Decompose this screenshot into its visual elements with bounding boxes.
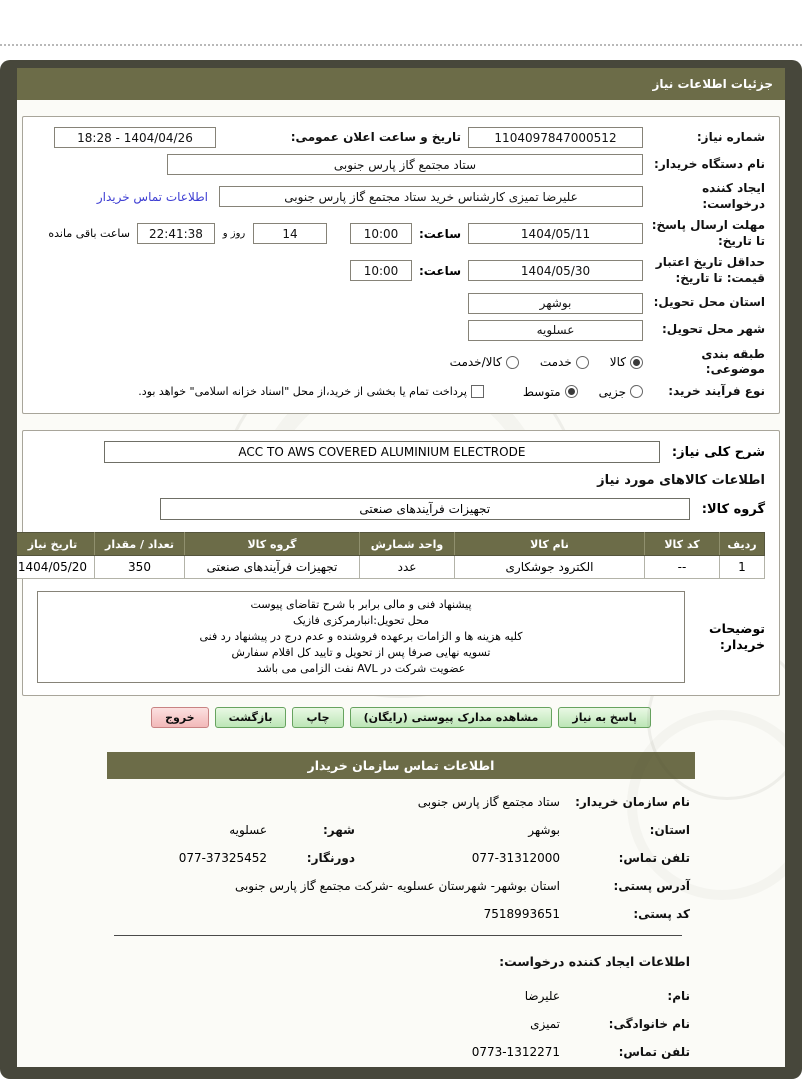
- days-unit-label: روز و: [222, 228, 246, 240]
- need-number-row: [37, 127, 765, 148]
- col-row-number: ردیف: [720, 533, 765, 556]
- goods-group-row: [37, 498, 765, 520]
- col-need-date: تاریخ نیاز: [17, 533, 95, 556]
- col-goods-code: کد کالا: [645, 533, 720, 556]
- section-divider-line: [114, 935, 682, 936]
- time-remaining-label: ساعت باقی مانده: [48, 227, 130, 241]
- note-line: کلیه هزینه ها و الزامات برعهده فروشنده و عدم درج در پیشنهاد رد فنی: [199, 630, 523, 644]
- purchase-process-label: نوع فرآیند خرید:: [668, 383, 765, 398]
- checkbox-icon[interactable]: [471, 385, 484, 398]
- purchase-process-row: [37, 384, 765, 400]
- back-button[interactable]: بازگشت: [215, 707, 287, 728]
- need-number-field[interactable]: 1104097847000512: [468, 127, 643, 148]
- view-attachments-button[interactable]: مشاهده مدارک پیوستی (رایگان): [350, 707, 553, 728]
- need-description-field[interactable]: ACC TO AWS COVERED ALUMINIUM ELECTRODE: [104, 441, 660, 463]
- requester-row: [37, 181, 765, 212]
- need-description-row: [37, 441, 765, 463]
- print-button[interactable]: چاپ: [292, 707, 343, 728]
- col-quantity: تعداد / مقدار: [95, 533, 185, 556]
- window-frame: [0, 60, 802, 1079]
- treasury-payment-label: پرداخت تمام یا بخشی از خرید،از محل "اسناد خزانه اسلامی" خواهد بود.: [138, 385, 467, 399]
- goods-table: [17, 532, 765, 579]
- radio-label: کالا: [609, 355, 626, 370]
- creator-phone-label: تلفن تماس:: [618, 1045, 690, 1060]
- creator-phone-row: [102, 1045, 690, 1059]
- note-line: عضویت شرکت در AVL نفت الزامی می باشد: [256, 662, 466, 676]
- buyer-org-field[interactable]: ستاد مجتمع گاز پارس جنوبی: [167, 154, 643, 175]
- days-remaining-field[interactable]: 14: [253, 223, 327, 244]
- postal-code-label: کد پستی:: [633, 907, 690, 922]
- request-creator-heading: اطلاعات ایجاد کننده درخواست:: [499, 954, 690, 970]
- reply-deadline-row: [37, 218, 765, 249]
- buyer-contact-section: [102, 795, 690, 1059]
- postal-address-row: [102, 879, 690, 893]
- creator-first-name-value: علیرضا: [524, 989, 560, 1004]
- need-number-label: شماره نیاز:: [696, 129, 765, 144]
- buyer-notes-field[interactable]: [37, 591, 685, 683]
- delivery-city-row: [37, 320, 765, 341]
- subject-option-goods-service[interactable]: [450, 355, 519, 369]
- reply-deadline-date-field[interactable]: 1404/05/11: [468, 223, 643, 244]
- creator-first-name-label: نام:: [667, 989, 690, 1004]
- required-goods-heading: اطلاعات کالاهای مورد نیاز: [597, 473, 765, 489]
- cell-goods-group: تجهیزات فرآیندهای صنعتی: [185, 556, 360, 579]
- cell-count-unit: عدد: [360, 556, 455, 579]
- price-validity-row: [37, 255, 765, 286]
- cell-need-date: 1404/05/20: [17, 556, 95, 579]
- creator-last-name-label: نام خانوادگی:: [608, 1017, 690, 1032]
- delivery-province-field[interactable]: بوشهر: [468, 293, 643, 314]
- process-option-minor[interactable]: [599, 385, 643, 399]
- exit-button[interactable]: خروج: [151, 707, 209, 728]
- phone-fax-row: [102, 851, 690, 865]
- need-details-header-bar: [17, 68, 785, 100]
- buyer-org-row: [37, 154, 765, 175]
- process-option-medium[interactable]: [523, 385, 578, 399]
- need-info-panel: [22, 116, 780, 414]
- radio-selected-icon[interactable]: [630, 356, 643, 369]
- buyer-contact-link[interactable]: اطلاعات تماس خریدار: [96, 189, 208, 204]
- buyer-notes-row: [37, 591, 765, 683]
- page-title: جزئیات اطلاعات نیاز: [652, 77, 773, 91]
- col-goods-name: نام کالا: [455, 533, 645, 556]
- subject-classification-label: طبقه بندی موضوعی:: [701, 346, 765, 377]
- note-line: محل تحویل:انبارمرکزی فازیک: [292, 614, 430, 628]
- creator-phone-value: 0773-1312271: [471, 1045, 560, 1060]
- goods-group-label: گروه کالا:: [701, 501, 765, 517]
- cell-quantity: 350: [95, 556, 185, 579]
- buyer-contact-header-title: اطلاعات تماس سازمان خریدار: [307, 758, 495, 774]
- buyer-contact-header-bar: [107, 752, 695, 779]
- contact-phone-label: تلفن تماس:: [618, 851, 690, 866]
- col-count-unit: واحد شمارش: [360, 533, 455, 556]
- buyer-org-label: نام دستگاه خریدار:: [654, 156, 765, 171]
- postal-code-value: 7518993651: [483, 907, 560, 922]
- top-strip: [0, 0, 802, 60]
- goods-table-header-row: [17, 533, 765, 556]
- subject-classification-row: [37, 347, 765, 378]
- contact-province-value: بوشهر: [528, 823, 560, 838]
- contact-fax-value: 077-37325452: [178, 851, 267, 866]
- creator-first-name-row: [102, 989, 690, 1003]
- treasury-payment-checkbox-group[interactable]: [138, 385, 484, 398]
- radio-label: جزیی: [598, 384, 626, 399]
- cell-goods-name: الکترود جوشکاری: [455, 556, 645, 579]
- col-goods-group: گروه کالا: [185, 533, 360, 556]
- time-remaining-field[interactable]: 22:41:38: [137, 223, 215, 244]
- requester-label: ایجاد کننده درخواست:: [702, 181, 765, 211]
- dotted-divider: [0, 44, 802, 46]
- contact-city-label: شهر:: [323, 823, 355, 838]
- radio-label: متوسط: [522, 384, 561, 399]
- subject-option-service[interactable]: [540, 355, 589, 369]
- reply-deadline-hour-field[interactable]: 10:00: [350, 223, 412, 244]
- note-line: تسویه نهایی صرفا پس از تحویل و تایید کل اقلام سفارش: [231, 646, 491, 660]
- contact-province-label: استان:: [649, 823, 690, 838]
- delivery-city-field[interactable]: عسلویه: [468, 320, 643, 341]
- org-name-label: نام سازمان خریدار:: [575, 795, 690, 810]
- radio-selected-icon[interactable]: [565, 385, 578, 398]
- creator-last-name-value: تمیزی: [530, 1017, 560, 1032]
- postal-address-label: آدرس پستی:: [613, 879, 690, 894]
- price-validity-hour-field[interactable]: 10:00: [350, 260, 412, 281]
- contact-phone-value: 077-31312000: [471, 851, 560, 866]
- goods-table-row: [17, 556, 765, 579]
- radio-icon[interactable]: [506, 356, 519, 369]
- postal-address-value: استان بوشهر- شهرستان عسلویه -شرکت مجتمع گاز پارس جنوبی: [234, 879, 560, 894]
- delivery-city-label: شهر محل تحویل:: [661, 322, 765, 337]
- reply-deadline-hour-label: ساعت:: [418, 226, 461, 241]
- goods-group-field[interactable]: تجهیزات فرآیندهای صنعتی: [160, 498, 690, 520]
- content-area: [17, 100, 785, 1067]
- need-description-label: شرح کلی نیاز:: [671, 444, 765, 460]
- postal-code-row: [102, 907, 690, 921]
- price-validity-date-field[interactable]: 1404/05/30: [468, 260, 643, 281]
- announce-datetime-label: تاریخ و ساعت اعلان عمومی:: [290, 129, 461, 144]
- radio-icon[interactable]: [630, 385, 643, 398]
- price-validity-hour-label: ساعت:: [418, 263, 461, 278]
- org-name-value: ستاد مجتمع گاز پارس جنوبی: [417, 795, 560, 810]
- requester-field[interactable]: علیرضا تمیزی کارشناس خرید ستاد مجتمع گاز پارس جنوبی: [219, 186, 643, 207]
- respond-to-need-button[interactable]: پاسخ به نیاز: [558, 707, 651, 728]
- radio-icon[interactable]: [576, 356, 589, 369]
- delivery-province-label: استان محل تحویل:: [653, 295, 765, 310]
- cell-goods-code: --: [645, 556, 720, 579]
- note-line: پیشنهاد فنی و مالی برابر با شرح تقاضای پیوست: [250, 598, 472, 612]
- cell-row-number: 1: [720, 556, 765, 579]
- radio-label: کالا/خدمت: [449, 355, 502, 370]
- price-validity-label: حداقل تاریخ اعتبار قیمت: تا تاریخ:: [655, 255, 765, 285]
- subject-option-goods[interactable]: [610, 355, 643, 369]
- reply-deadline-label: مهلت ارسال پاسخ: تا تاریخ:: [651, 218, 765, 248]
- creator-last-name-row: [102, 1017, 690, 1031]
- contact-city-value: عسلویه: [229, 823, 267, 838]
- contact-fax-label: دورنگار:: [306, 851, 355, 866]
- action-buttons-row: [17, 707, 785, 728]
- org-name-row: [102, 795, 690, 809]
- province-city-row: [102, 823, 690, 837]
- goods-info-panel: [17, 430, 780, 696]
- announce-datetime-field[interactable]: 1404/04/26 - 18:28: [54, 127, 216, 148]
- radio-label: خدمت: [539, 355, 572, 370]
- delivery-province-row: [37, 293, 765, 314]
- buyer-notes-label: توضیحات خریدار:: [709, 620, 765, 653]
